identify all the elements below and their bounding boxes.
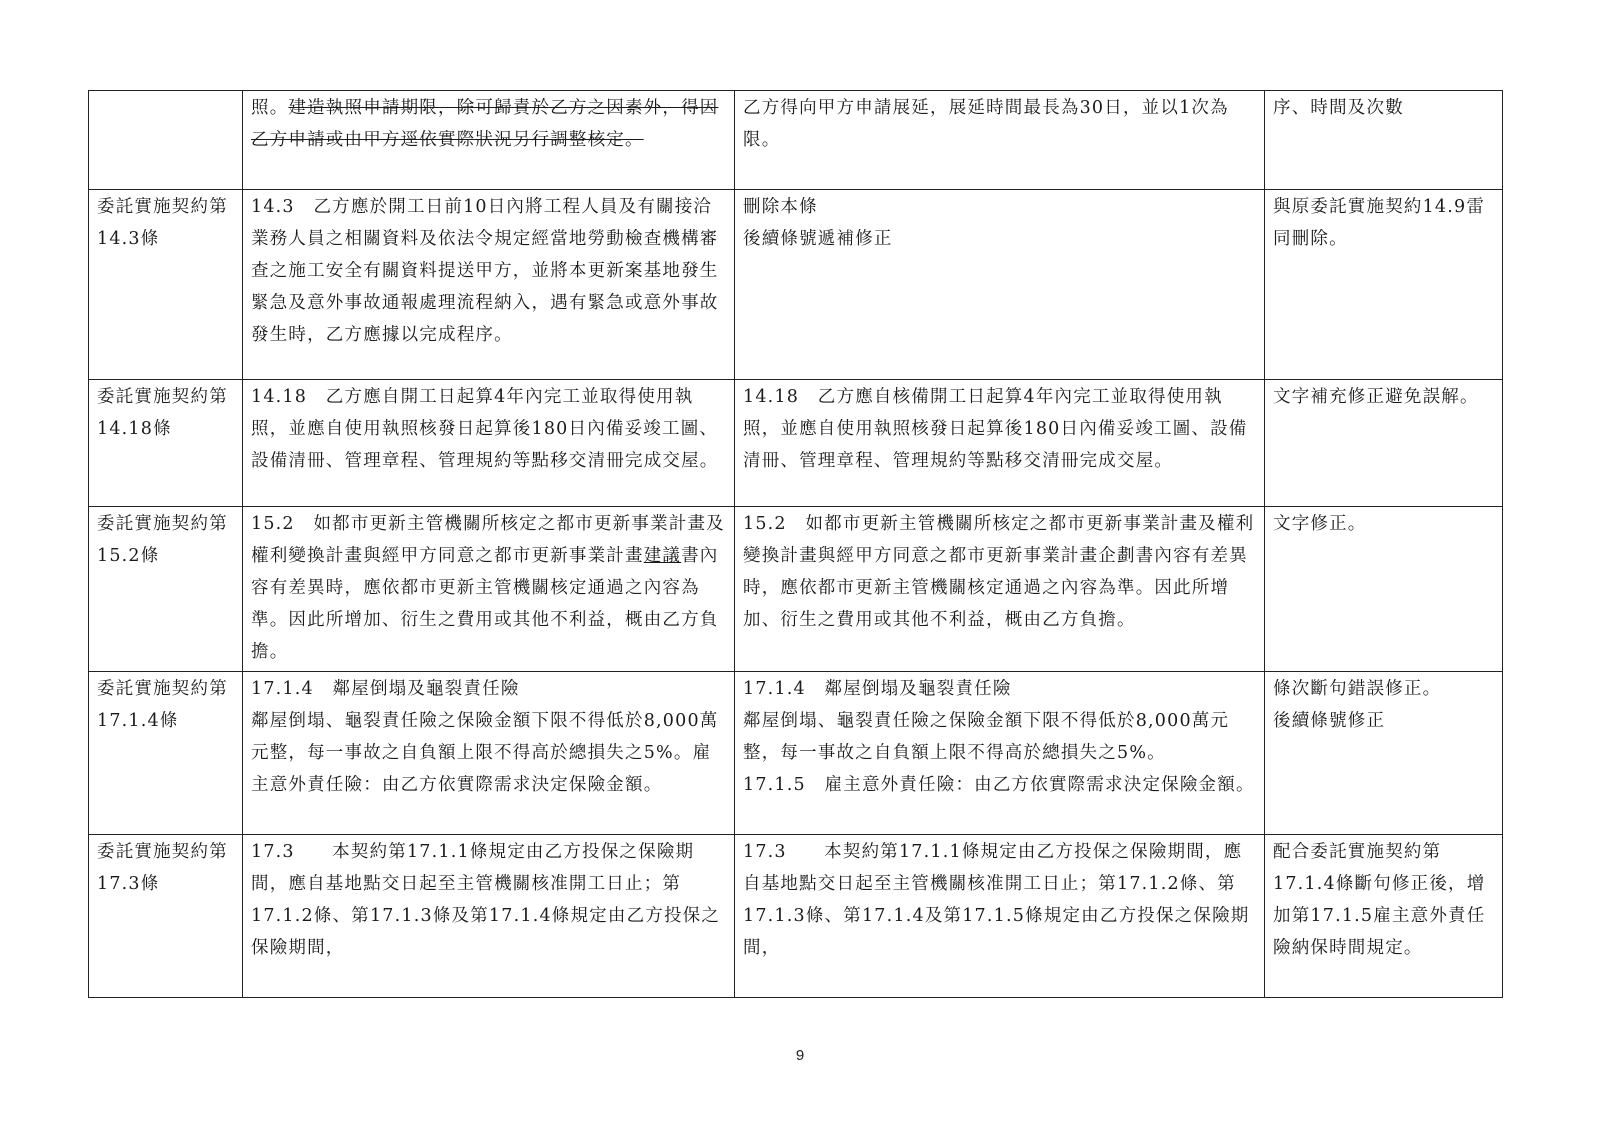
original-text-cell: 照。建造執照申請期限，除可歸責於乙方之因素外，得因乙方申請或由甲方逕依實際狀況另行調整核定。 <box>243 91 735 190</box>
amended-text-cell: 17.1.4 鄰屋倒塌及龜裂責任險 鄰屋倒塌、龜裂責任險之保險金額下限不得低於8,000萬元整，每一事故之自負額上限不得高於總損失之5%。 17.1.5 雇主意外責任險：由乙方依實際需求決定保險金額。 <box>735 672 1265 835</box>
article-cell: 委託實施契約第17.1.4條 <box>89 672 243 835</box>
table-row <box>89 91 1503 190</box>
reason-cell: 文字修正。 <box>1265 507 1503 672</box>
original-text-cell: 14.18 乙方應自開工日起算4年內完工並取得使用執照，並應自使用執照核發日起算後180日內備妥竣工圖、設備清冊、管理章程、管理規約等點移交清冊完成交屋。 <box>243 380 735 507</box>
deleted-text: 建造執照申請期限，除可歸責於乙方之因素外，得因乙方申請或由甲方逕依實際狀況另行調整核定。 <box>251 98 719 150</box>
table-row <box>89 380 1503 507</box>
article-cell: 委託實施契約第17.3條 <box>89 835 243 998</box>
table-row <box>89 190 1503 380</box>
original-text-cell: 14.3 乙方應於開工日前10日內將工程人員及有關接洽業務人員之相關資料及依法令規定經當地勞動檢查機構審查之施工安全有關資料提送甲方，並將本更新案基地發生緊急及意外事故通報處理流程納入，遇有緊急或意外事故發生時，乙方應據以完成程序。 <box>243 190 735 380</box>
amendment-table <box>88 90 1503 998</box>
amended-text-cell: 17.3 本契約第17.1.1條規定由乙方投保之保險期間，應自基地點交日起至主管機關核准開工日止；第17.1.2條、第17.1.3條、第17.1.4及第17.1.5條規定由乙方投保之保險期間， <box>735 835 1265 998</box>
article-cell <box>89 91 243 190</box>
table-row <box>89 835 1503 998</box>
reason-cell: 條次斷句錯誤修正。 後續條號修正 <box>1265 672 1503 835</box>
article-cell: 委託實施契約第14.3條 <box>89 190 243 380</box>
reason-cell: 序、時間及次數 <box>1265 91 1503 190</box>
reason-cell: 與原委託實施契約14.9雷同刪除。 <box>1265 190 1503 380</box>
amended-text-cell: 乙方得向甲方申請展延，展延時間最長為30日，並以1次為限。 <box>735 91 1265 190</box>
deleted-text: 建議 <box>643 546 682 566</box>
table-row <box>89 672 1503 835</box>
amended-text-cell: 15.2 如都市更新主管機關所核定之都市更新事業計畫及權利變換計畫與經甲方同意之都市更新事業計畫企劃書內容有差異時，應依都市更新主管機關核定通過之內容為準。因此所增加、衍生之費用或其他不利益，概由乙方負擔。 <box>735 507 1265 672</box>
article-cell: 委託實施契約第14.18條 <box>89 380 243 507</box>
reason-cell: 文字補充修正避免誤解。 <box>1265 380 1503 507</box>
amended-text-cell: 刪除本條 後續條號遞補修正 <box>735 190 1265 380</box>
original-text-cell: 15.2 如都市更新主管機關所核定之都市更新事業計畫及權利變換計畫與經甲方同意之都市更新事業計畫建議書內容有差異時，應依都市更新主管機關核定通過之內容為準。因此所增加、衍生之費用或其他不利益，概由乙方負擔。 <box>243 507 735 672</box>
reason-cell: 配合委託實施契約第17.1.4條斷句修正後，增加第17.1.5雇主意外責任險納保時間規定。 <box>1265 835 1503 998</box>
original-text-cell: 17.1.4 鄰屋倒塌及龜裂責任險 鄰屋倒塌、龜裂責任險之保險金額下限不得低於8,000萬元整，每一事故之自負額上限不得高於總損失之5%。雇主意外責任險：由乙方依實際需求決定保險金額。 <box>243 672 735 835</box>
page-number: 9 <box>795 1047 805 1064</box>
article-cell: 委託實施契約第15.2條 <box>89 507 243 672</box>
amended-text-cell: 14.18 乙方應自核備開工日起算4年內完工並取得使用執照，並應自使用執照核發日起算後180日內備妥竣工圖、設備清冊、管理章程、管理規約等點移交清冊完成交屋。 <box>735 380 1265 507</box>
original-text-cell: 17.3 本契約第17.1.1條規定由乙方投保之保險期間，應自基地點交日起至主管機關核准開工日止；第17.1.2條、第17.1.3條及第17.1.4條規定由乙方投保之保險期間， <box>243 835 735 998</box>
table-row <box>89 507 1503 672</box>
